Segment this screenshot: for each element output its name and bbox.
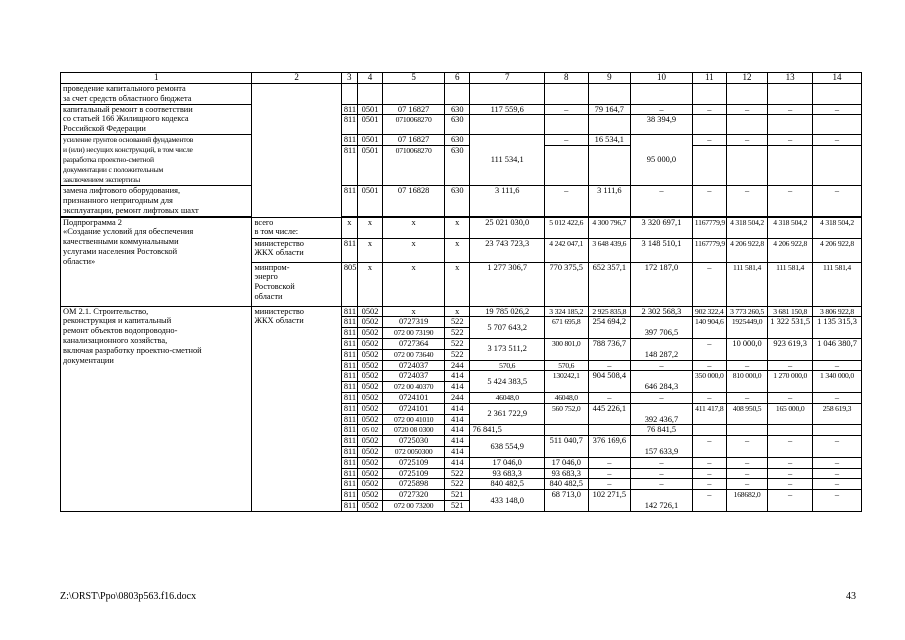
- row-label: капитальный ремонт в соответствии со статьей 166 Жилищного кодекса Российской Федерации: [61, 104, 252, 135]
- cell: –: [631, 360, 693, 371]
- cell: 652 357,1: [588, 262, 631, 306]
- cell: 1167779,9: [692, 217, 726, 238]
- cell: –: [544, 104, 588, 115]
- cell: 522: [444, 349, 470, 360]
- cell: 0502: [357, 371, 383, 382]
- cell: x: [383, 238, 445, 262]
- cell: 19 785 026,2: [470, 306, 544, 317]
- cell: 76 841,5: [631, 425, 693, 436]
- cell: 072 00 40370: [383, 382, 445, 393]
- cell: –: [726, 468, 767, 479]
- cell: 811: [341, 500, 357, 511]
- cell: 072 00 73200: [383, 500, 445, 511]
- cell: 4 206 922,8: [726, 238, 767, 262]
- cell: 0724101: [383, 392, 445, 403]
- cell: 414: [444, 371, 470, 382]
- cell: –: [726, 135, 767, 146]
- cell: 811: [341, 317, 357, 328]
- cell: x: [444, 217, 470, 238]
- cell: –: [692, 468, 726, 479]
- row-label: замена лифтового оборудования, признанного непригодным для эксплуатации, ремонт лифтовых шахт: [61, 186, 252, 216]
- cell: 38 394,9: [631, 115, 693, 135]
- cell: –: [812, 479, 861, 490]
- cell: 072 00 73640: [383, 349, 445, 360]
- col-header: 5: [383, 73, 445, 84]
- cell: –: [726, 360, 767, 371]
- cell: –: [812, 135, 861, 146]
- cell: 522: [444, 328, 470, 339]
- table-row: [61, 186, 862, 216]
- col-header: 1: [61, 73, 252, 84]
- cell: 244: [444, 392, 470, 403]
- cell: 840 482,5: [544, 479, 588, 490]
- cell: –: [726, 457, 767, 468]
- cell: –: [631, 186, 693, 216]
- cell: –: [768, 468, 813, 479]
- cell: 46048,0: [470, 392, 544, 403]
- cell: 522: [444, 317, 470, 328]
- cell: 111 581,4: [726, 262, 767, 306]
- cell: 397 706,5: [631, 317, 693, 339]
- cell: 811: [341, 146, 357, 186]
- cell: 0502: [357, 349, 383, 360]
- cell: 168682,0: [726, 490, 767, 512]
- cell: 0502: [357, 490, 383, 501]
- cell: 4 206 922,8: [812, 238, 861, 262]
- cell: 140 904,6: [692, 317, 726, 339]
- cell: –: [768, 436, 813, 458]
- cell: 07 16827: [383, 135, 445, 146]
- cell: 811: [341, 425, 357, 436]
- cell: –: [692, 104, 726, 115]
- cell: –: [812, 468, 861, 479]
- col-header: 7: [470, 73, 544, 84]
- cell: 811: [341, 436, 357, 447]
- cell: 4 318 504,2: [768, 217, 813, 238]
- cell: 0502: [357, 479, 383, 490]
- cell: –: [631, 104, 693, 115]
- cell: 811: [341, 490, 357, 501]
- cell: 0502: [357, 306, 383, 317]
- cell: 244: [444, 360, 470, 371]
- page-number: 43: [846, 591, 856, 602]
- cell: 770 375,5: [544, 262, 588, 306]
- cell: 630: [444, 186, 470, 216]
- cell: 258 619,3: [812, 403, 861, 425]
- cell: 810 000,0: [726, 371, 767, 393]
- cell: 68 713,0: [544, 490, 588, 512]
- cell: 95 000,0: [631, 135, 693, 186]
- cell: x: [357, 262, 383, 306]
- cell: 76 841,5: [470, 425, 544, 436]
- cell: 521: [444, 500, 470, 511]
- col-header: 3: [341, 73, 357, 84]
- cell: 414: [444, 382, 470, 393]
- cell: 811: [341, 186, 357, 216]
- cell: 811: [341, 371, 357, 382]
- cell: –: [812, 392, 861, 403]
- cell: 3 324 185,2: [544, 306, 588, 317]
- cell: x: [444, 306, 470, 317]
- cell: –: [692, 338, 726, 360]
- cell: 788 736,7: [588, 338, 631, 360]
- cell: –: [768, 490, 813, 512]
- cell: 811: [341, 382, 357, 393]
- cell: 414: [444, 457, 470, 468]
- cell: 3 648 439,6: [588, 238, 631, 262]
- cell: 148 287,2: [631, 338, 693, 360]
- budget-table: [60, 72, 862, 512]
- table-row: [61, 217, 862, 238]
- cell: 811: [341, 328, 357, 339]
- cell: –: [692, 490, 726, 512]
- cell: 811: [341, 392, 357, 403]
- header-row: [61, 73, 862, 84]
- cell: 0501: [357, 186, 383, 216]
- cell: –: [768, 392, 813, 403]
- cell: 46048,0: [544, 392, 588, 403]
- cell: 805: [341, 262, 357, 306]
- cell: 072 0050300: [383, 446, 445, 457]
- cell: –: [544, 186, 588, 216]
- cell: –: [544, 135, 588, 146]
- cell: 811: [341, 104, 357, 115]
- cell: 811: [341, 115, 357, 135]
- row-label: проведение капитального ремонта за счет средств областного бюджета: [61, 84, 252, 105]
- cell: 102 271,5: [588, 490, 631, 512]
- cell: x: [383, 306, 445, 317]
- cell: 3 773 260,5: [726, 306, 767, 317]
- cell: 1 046 380,7: [812, 338, 861, 360]
- cell: 811: [341, 338, 357, 349]
- cell: 3 148 510,1: [631, 238, 693, 262]
- cell: 560 752,0: [544, 403, 588, 425]
- cell: 23 743 723,3: [470, 238, 544, 262]
- cell: 4 242 047,1: [544, 238, 588, 262]
- cell: 522: [444, 468, 470, 479]
- cell: 570,6: [470, 360, 544, 371]
- cell: 0502: [357, 414, 383, 425]
- col-header: 9: [588, 73, 631, 84]
- cell: 376 169,6: [588, 436, 631, 458]
- cell: 4 318 504,2: [726, 217, 767, 238]
- table-row: [61, 84, 862, 105]
- cell: 0502: [357, 468, 383, 479]
- cell: –: [812, 186, 861, 216]
- col-header: 4: [357, 73, 383, 84]
- cell: 521: [444, 490, 470, 501]
- cell: 0725109: [383, 468, 445, 479]
- cell: 0710068270: [383, 146, 445, 186]
- cell: 923 619,3: [768, 338, 813, 360]
- executor-label: министерство ЖКХ области: [252, 306, 341, 511]
- cell: 0502: [357, 500, 383, 511]
- cell: 0724037: [383, 360, 445, 371]
- col-header: 13: [768, 73, 813, 84]
- col-header: 6: [444, 73, 470, 84]
- cell: 1925449,0: [726, 317, 767, 339]
- cell: 172 187,0: [631, 262, 693, 306]
- cell: –: [768, 104, 813, 115]
- cell: 0727319: [383, 317, 445, 328]
- cell: 072 00 41010: [383, 414, 445, 425]
- cell: –: [692, 479, 726, 490]
- cell: 811: [341, 479, 357, 490]
- cell: 07 16827: [383, 104, 445, 115]
- cell: 1 340 000,0: [812, 371, 861, 393]
- cell: 0502: [357, 360, 383, 371]
- cell: –: [768, 135, 813, 146]
- cell: 811: [341, 457, 357, 468]
- cell: 254 694,2: [588, 317, 631, 339]
- footer-file-path: Z:\ORST\Ppo\0803p563.f16.docx: [60, 591, 197, 602]
- cell: –: [692, 135, 726, 146]
- cell: 630: [444, 135, 470, 146]
- cell: 570,6: [544, 360, 588, 371]
- cell: 072 00 73190: [383, 328, 445, 339]
- cell: 414: [444, 436, 470, 447]
- cell: 4 206 922,8: [768, 238, 813, 262]
- cell: 5 012 422,6: [544, 217, 588, 238]
- cell: 05 02: [357, 425, 383, 436]
- cell: 0501: [357, 146, 383, 186]
- cell: 0710068270: [383, 115, 445, 135]
- cell: 111 581,4: [768, 262, 813, 306]
- cell: 1 322 531,5: [768, 317, 813, 339]
- cell: 0502: [357, 382, 383, 393]
- col-header: 11: [692, 73, 726, 84]
- cell: 0502: [357, 457, 383, 468]
- cell: 3 111,6: [588, 186, 631, 216]
- cell: –: [588, 479, 631, 490]
- cell: 165 000,0: [768, 403, 813, 425]
- cell: 0724037: [383, 371, 445, 382]
- cell: –: [812, 104, 861, 115]
- cell: 0502: [357, 317, 383, 328]
- cell: 1167779,9: [692, 238, 726, 262]
- cell: 25 021 030,0: [470, 217, 544, 238]
- cell: 0725898: [383, 479, 445, 490]
- cell: 522: [444, 479, 470, 490]
- cell: 4 318 504,2: [812, 217, 861, 238]
- cell: 2 361 722,9: [470, 403, 544, 425]
- cell: 411 417,8: [692, 403, 726, 425]
- cell: –: [726, 186, 767, 216]
- cell: 0724101: [383, 403, 445, 414]
- executor-cell: [252, 84, 341, 218]
- cell: 3 681 150,8: [768, 306, 813, 317]
- cell: 79 164,7: [588, 104, 631, 115]
- table-row: [61, 135, 862, 146]
- cell: 811: [341, 238, 357, 262]
- cell: 811: [341, 414, 357, 425]
- cell: 0720 08 0300: [383, 425, 445, 436]
- cell: 0501: [357, 104, 383, 115]
- cell: 93 683,3: [470, 468, 544, 479]
- cell: x: [357, 217, 383, 238]
- cell: 5 707 643,2: [470, 317, 544, 339]
- cell: –: [588, 457, 631, 468]
- cell: 0502: [357, 338, 383, 349]
- cell: 630: [444, 115, 470, 135]
- row-label: усиление грунтов оснований фундаментов и (или) несущих конструкций, в том числе разработка проектно-сметной документации с положительным заключением экспертизы: [61, 135, 252, 186]
- cell: –: [768, 360, 813, 371]
- cell: 414: [444, 403, 470, 414]
- cell: 0727320: [383, 490, 445, 501]
- cell: 811: [341, 403, 357, 414]
- table-row: [61, 104, 862, 115]
- cell: 671 695,8: [544, 317, 588, 339]
- cell: 1 270 000,0: [768, 371, 813, 393]
- cell: –: [588, 360, 631, 371]
- cell: 811: [341, 360, 357, 371]
- cell: –: [768, 479, 813, 490]
- cell: 10 000,0: [726, 338, 767, 360]
- cell: 630: [444, 146, 470, 186]
- cell: 4 300 796,7: [588, 217, 631, 238]
- cell: 0501: [357, 135, 383, 146]
- cell: 0502: [357, 403, 383, 414]
- cell: 2 925 835,8: [588, 306, 631, 317]
- cell: –: [588, 468, 631, 479]
- cell: 0501: [357, 115, 383, 135]
- cell: 300 801,0: [544, 338, 588, 360]
- cell: 414: [444, 414, 470, 425]
- cell: 17 046,0: [544, 457, 588, 468]
- cell: 0502: [357, 436, 383, 447]
- cell: 3 320 697,1: [631, 217, 693, 238]
- col-header: 2: [252, 73, 341, 84]
- cell: –: [692, 392, 726, 403]
- cell: 111 581,4: [812, 262, 861, 306]
- cell: 16 534,1: [588, 135, 631, 146]
- cell: x: [341, 217, 357, 238]
- cell: 2 302 568,3: [631, 306, 693, 317]
- cell: 902 322,4: [692, 306, 726, 317]
- cell: –: [726, 104, 767, 115]
- cell: 433 148,0: [470, 490, 544, 512]
- cell: 408 950,5: [726, 403, 767, 425]
- cell: 840 482,5: [470, 479, 544, 490]
- cell: 142 726,1: [631, 490, 693, 512]
- cell: –: [726, 479, 767, 490]
- cell: 0502: [357, 392, 383, 403]
- cell: –: [812, 436, 861, 458]
- cell: –: [812, 490, 861, 512]
- cell: 93 683,3: [544, 468, 588, 479]
- executor-label: минпром- энерго Ростовской области: [252, 262, 341, 306]
- cell: –: [692, 360, 726, 371]
- cell: –: [692, 457, 726, 468]
- cell: –: [631, 392, 693, 403]
- cell: 511 040,7: [544, 436, 588, 458]
- cell: –: [588, 392, 631, 403]
- cell: 646 284,3: [631, 371, 693, 393]
- cell: 414: [444, 425, 470, 436]
- cell: 811: [341, 135, 357, 146]
- cell: x: [444, 262, 470, 306]
- cell: 638 554,9: [470, 436, 544, 458]
- cell: 3 111,6: [470, 186, 544, 216]
- cell: 445 226,1: [588, 403, 631, 425]
- cell: x: [444, 238, 470, 262]
- cell: 414: [444, 446, 470, 457]
- cell: x: [383, 262, 445, 306]
- cell: 157 633,9: [631, 436, 693, 458]
- cell: 350 000,0: [692, 371, 726, 393]
- cell: 117 559,6: [470, 104, 544, 115]
- cell: –: [631, 457, 693, 468]
- cell: 392 436,7: [631, 403, 693, 425]
- cell: –: [692, 436, 726, 458]
- cell: 3 806 922,8: [812, 306, 861, 317]
- cell: 0725109: [383, 457, 445, 468]
- cell: 904 508,4: [588, 371, 631, 393]
- cell: 3 173 511,2: [470, 338, 544, 360]
- cell: –: [726, 392, 767, 403]
- cell: –: [692, 186, 726, 216]
- col-header: 14: [812, 73, 861, 84]
- col-header: 10: [631, 73, 693, 84]
- cell: 5 424 383,5: [470, 371, 544, 393]
- executor-label: всего в том числе:: [252, 217, 341, 238]
- table-row: [61, 306, 862, 317]
- row-label: ОМ 2.1. Строительство, реконструкция и капитальный ремонт объектов водопроводно- канализационного хозяйства, включая разработку проектно-сметной документации: [61, 306, 252, 511]
- row-label: Подпрограмма 2 «Создание условий для обеспечения качественными коммунальными услугами населения Ростовской области»: [61, 217, 252, 306]
- cell: 0727364: [383, 338, 445, 349]
- cell: 07 16828: [383, 186, 445, 216]
- cell: 811: [341, 349, 357, 360]
- cell: –: [812, 457, 861, 468]
- cell: 1 135 315,3: [812, 317, 861, 339]
- cell: 811: [341, 446, 357, 457]
- cell: –: [631, 479, 693, 490]
- cell: –: [812, 360, 861, 371]
- cell: –: [768, 457, 813, 468]
- col-header: 8: [544, 73, 588, 84]
- cell: 1 277 306,7: [470, 262, 544, 306]
- cell: 17 046,0: [470, 457, 544, 468]
- executor-label: министерство ЖКХ области: [252, 238, 341, 262]
- cell: 522: [444, 338, 470, 349]
- cell: –: [768, 186, 813, 216]
- cell: 0502: [357, 446, 383, 457]
- cell: x: [357, 238, 383, 262]
- cell: –: [631, 468, 693, 479]
- cell: 811: [341, 468, 357, 479]
- cell: 0502: [357, 328, 383, 339]
- cell: –: [692, 262, 726, 306]
- cell: 111 534,1: [470, 135, 544, 186]
- cell: 811: [341, 306, 357, 317]
- cell: x: [383, 217, 445, 238]
- cell: 630: [444, 104, 470, 115]
- cell: 130242,1: [544, 371, 588, 393]
- cell: 0725030: [383, 436, 445, 447]
- col-header: 12: [726, 73, 767, 84]
- cell: –: [726, 436, 767, 458]
